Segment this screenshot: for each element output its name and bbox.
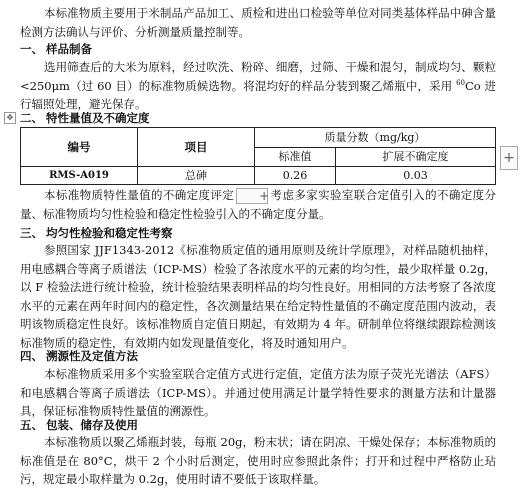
intro-paragraph: [20, 4, 496, 41]
move-glyph: ✥: [6, 113, 14, 122]
section-4-body: [20, 365, 496, 421]
section-2-text-a: 本标准物质特性量值的不确定度评定: [44, 188, 235, 202]
cell-code: RMS-A019: [21, 167, 138, 185]
section-3-body: [20, 241, 496, 352]
section-1-title: 样品制备: [46, 42, 92, 56]
section-4-heading: [20, 347, 138, 366]
section-4-number: 四、: [20, 349, 43, 363]
table-row: [21, 167, 496, 185]
section-2-title: 特性量值及不确定度: [46, 111, 150, 125]
section-1-heading: [20, 40, 92, 59]
header-item: 项目: [138, 128, 255, 167]
section-1-body: [20, 58, 496, 114]
section-5-title: 包装、储存及使用: [46, 418, 138, 432]
cell-item: 总砷: [138, 167, 255, 185]
section-1-number: 一、: [20, 42, 43, 56]
header-code: 编号: [21, 128, 138, 167]
cell-standard-value: 0.26: [255, 167, 336, 185]
superscript-isotope: 60: [456, 78, 465, 87]
table-header-row: [21, 128, 496, 148]
intro-text: 本标准物质主要用于米制品产品加工、质检和进出口检验等单位对同类基体样品中砷含量检测方法确认与评价、分析测量质量控制等。: [20, 6, 496, 39]
section-5-number: 五、: [20, 418, 43, 432]
section-2-body: [20, 186, 496, 223]
header-standard-value: 标准值: [255, 147, 336, 167]
add-row-button[interactable]: [236, 188, 268, 204]
section-2-heading: [20, 109, 150, 128]
section-4-title: 溯源性及定值方法: [46, 349, 138, 363]
header-expanded-uncertainty: 扩展不确定度: [336, 147, 496, 167]
plus-icon: +: [503, 150, 515, 166]
cell-uncertainty: 0.03: [336, 167, 496, 185]
section-1-text-a: 选用筛查后的大米为原料，经过吹洗、粉碎、细磨，过筛、干燥和混匀，制成均匀、颗粒<250μm（过 60 目）的标准物质候选物。将混均好的样品分装到聚乙烯瓶中，采用: [20, 60, 496, 93]
section-2-number: 二、: [20, 111, 43, 125]
section-3-text: 参照国家 JJF1343-2012《标准物质定值的通用原则及统计学原理》，对样品随机抽样，用电感耦合等离子质谱法（ICP-MS）检验了各浓度水平的元素的均匀性，最少取样量 0.2g，以 F 检验法进行统计检验，统计检验结果表明样品的均匀性良好。用相同的方法考察了各浓度水平的元素在两年时间内的稳定性，各次测量结果在给定特性量值的不确定度范围内波动，表明该物质稳定性良好。该标准物质自定值日期起，有效期为 4 年。研制单位将继续跟踪检测该标准物质的稳定性，有效期内如发现量值变化，将及时通知用户。: [20, 243, 496, 350]
header-mass-fraction: 质量分数（mg/kg）: [255, 128, 496, 148]
section-3-title: 均匀性检验和稳定性考察: [46, 226, 173, 240]
add-column-button[interactable]: [500, 146, 518, 170]
section-4-text: 本标准物质采用多个实验室联合定值方式进行定值，定值方法为原子荧光光谱法（AFS）和电感耦合等离子质谱法（ICP-MS）。并通过使用满足计量学特性要求的测量方法和计量器具，保证标准物质特性量值的溯源性。: [20, 367, 496, 418]
plus-icon: +: [259, 189, 270, 203]
section-1-text-b: Co 进行辐照处理，避光保存。: [20, 78, 496, 111]
section-3-heading: [20, 224, 173, 243]
section-5-text: 本标准物质以聚乙烯瓶封装，每瓶 20g，粉末状；请在阴凉、干燥处保存；本标准物质的标准值是在 80°C，烘干 2 个小时后测定，使用时应参照此条件；打开和过程中严格防止玷污，规定最小取样量为 0.2g，使用时请不要低于该取样量。: [20, 435, 496, 486]
table-move-handle-icon[interactable]: [4, 112, 16, 124]
section-3-number: 三、: [20, 226, 43, 240]
section-5-body: [20, 433, 496, 489]
values-table: [20, 127, 496, 185]
section-2-text-b: 考虑多家实验室联合定值引入的不确定度分量、标准物质均匀性检验和稳定性检验引入的不确定度分量。: [20, 188, 496, 221]
section-5-heading: [20, 416, 138, 435]
